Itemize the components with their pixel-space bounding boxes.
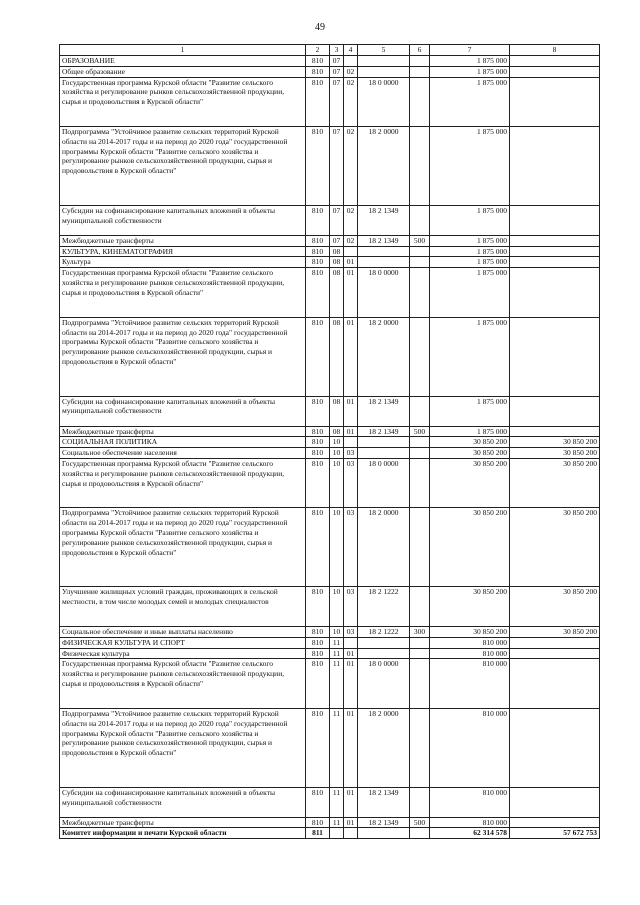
table-row	[60, 637, 600, 648]
cell-ministry-code: 810	[306, 396, 330, 426]
cell-amount-year2: 30 850 200	[510, 448, 600, 459]
cell-ministry-code: 810	[306, 77, 330, 127]
cell-target-item: 18 0 0000	[358, 268, 410, 318]
cell-amount-year1: 1 875 000	[430, 77, 510, 127]
cell-section: 07	[330, 127, 344, 206]
cell-subsection: 03	[344, 458, 358, 508]
cell-amount-year1: 1 875 000	[430, 268, 510, 318]
cell-expense-type	[410, 66, 430, 77]
cell-amount-year2	[510, 396, 600, 426]
cell-target-item: 18 0 0000	[358, 77, 410, 127]
cell-ministry-code: 810	[306, 246, 330, 257]
table-row	[60, 817, 600, 828]
cell-amount-year1: 1 875 000	[430, 235, 510, 246]
row-name: Межбюджетные трансферты	[60, 235, 306, 246]
cell-subsection: 02	[344, 235, 358, 246]
cell-amount-year1: 1 875 000	[430, 205, 510, 235]
row-name: Субсидии на софинансирование капитальных вложений в объекты муниципальной собственности	[60, 396, 306, 426]
cell-ministry-code: 810	[306, 317, 330, 396]
cell-amount-year1: 1 875 000	[430, 396, 510, 426]
cell-target-item: 18 0 0000	[358, 659, 410, 709]
cell-ministry-code: 810	[306, 787, 330, 817]
cell-section: 08	[330, 246, 344, 257]
cell-section: 08	[330, 396, 344, 426]
cell-expense-type	[410, 127, 430, 206]
cell-target-item	[358, 257, 410, 268]
cell-expense-type	[410, 508, 430, 587]
cell-amount-year2	[510, 246, 600, 257]
cell-amount-year2	[510, 235, 600, 246]
row-name: КУЛЬТУРА, КИНЕМАТОГРАФИЯ	[60, 246, 306, 257]
cell-target-item: 18 2 1222	[358, 587, 410, 627]
cell-expense-type	[410, 448, 430, 459]
cell-section: 10	[330, 448, 344, 459]
cell-subsection: 02	[344, 205, 358, 235]
cell-section: 11	[330, 637, 344, 648]
cell-section: 10	[330, 627, 344, 638]
cell-section: 10	[330, 587, 344, 627]
cell-target-item	[358, 437, 410, 448]
cell-ministry-code: 810	[306, 637, 330, 648]
table-row	[60, 426, 600, 437]
cell-expense-type: 500	[410, 426, 430, 437]
cell-subsection: 03	[344, 627, 358, 638]
cell-target-item	[358, 66, 410, 77]
cell-expense-type	[410, 659, 430, 709]
cell-amount-year2: 30 850 200	[510, 587, 600, 627]
cell-ministry-code: 810	[306, 257, 330, 268]
cell-target-item: 18 2 0000	[358, 127, 410, 206]
cell-amount-year1: 810 000	[430, 787, 510, 817]
cell-amount-year1: 810 000	[430, 659, 510, 709]
cell-subsection: 01	[344, 708, 358, 787]
cell-ministry-code: 810	[306, 648, 330, 659]
row-name: ОБРАЗОВАНИЕ	[60, 56, 306, 67]
cell-expense-type	[410, 787, 430, 817]
table-row	[60, 659, 600, 709]
row-name: Комитет информации и печати Курской области	[60, 828, 306, 839]
cell-amount-year2	[510, 817, 600, 828]
cell-expense-type	[410, 205, 430, 235]
cell-target-item: 18 2 1349	[358, 396, 410, 426]
cell-amount-year1: 30 850 200	[430, 587, 510, 627]
cell-amount-year1: 1 875 000	[430, 317, 510, 396]
cell-expense-type	[410, 437, 430, 448]
cell-amount-year1: 810 000	[430, 708, 510, 787]
row-name: Улучшение жилищных условий граждан, проживающих в сельской местности, в том числе молодых семей и молодых специалистов	[60, 587, 306, 627]
cell-expense-type	[410, 317, 430, 396]
cell-target-item: 18 2 1222	[358, 627, 410, 638]
cell-section: 11	[330, 659, 344, 709]
cell-section: 10	[330, 508, 344, 587]
cell-amount-year1: 810 000	[430, 637, 510, 648]
cell-subsection	[344, 828, 358, 839]
cell-ministry-code: 810	[306, 448, 330, 459]
cell-section: 11	[330, 708, 344, 787]
cell-amount-year2: 30 850 200	[510, 627, 600, 638]
cell-amount-year2	[510, 66, 600, 77]
cell-ministry-code: 810	[306, 56, 330, 67]
row-name: Общее образование	[60, 66, 306, 77]
table-row	[60, 77, 600, 127]
cell-section: 11	[330, 648, 344, 659]
cell-amount-year2	[510, 637, 600, 648]
cell-target-item	[358, 637, 410, 648]
cell-section	[330, 828, 344, 839]
table-row	[60, 587, 600, 627]
cell-target-item: 18 2 1349	[358, 426, 410, 437]
cell-subsection: 01	[344, 817, 358, 828]
row-name: Межбюджетные трансферты	[60, 817, 306, 828]
row-name: Государственная программа Курской области "Развитие сельского хозяйства и регулирование рынков сельскохозяйственной продукции, сырья и продовольствия в Курской области"	[60, 77, 306, 127]
cell-amount-year1: 810 000	[430, 648, 510, 659]
cell-subsection: 01	[344, 787, 358, 817]
cell-subsection: 01	[344, 396, 358, 426]
cell-amount-year1: 30 850 200	[430, 448, 510, 459]
cell-subsection: 02	[344, 77, 358, 127]
cell-subsection: 01	[344, 257, 358, 268]
table-row	[60, 508, 600, 587]
cell-target-item: 18 2 1349	[358, 787, 410, 817]
table-header-row	[60, 45, 600, 56]
cell-expense-type	[410, 587, 430, 627]
cell-ministry-code: 810	[306, 458, 330, 508]
cell-amount-year2	[510, 708, 600, 787]
cell-target-item: 18 2 0000	[358, 708, 410, 787]
cell-section: 07	[330, 205, 344, 235]
row-name: Подпрограмма "Устойчивое развитие сельских территорий Курской области на 2014-2017 годы и на период до 2020 года" государственной программы Курской области "Развитие сельского хозяйства и регулирование рынков сельскохозяйственной продукции, сырья и продовольствия в Курской области"	[60, 708, 306, 787]
cell-section: 10	[330, 437, 344, 448]
table-row	[60, 458, 600, 508]
cell-expense-type	[410, 458, 430, 508]
cell-ministry-code: 810	[306, 817, 330, 828]
cell-expense-type	[410, 257, 430, 268]
row-name: Подпрограмма "Устойчивое развитие сельских территорий Курской области на 2014-2017 годы и на период до 2020 года" государственной программы Курской области "Развитие сельского хозяйства и регулирование рынков сельскохозяйственной продукции, сырья и продовольствия в Курской области"	[60, 127, 306, 206]
table-row	[60, 56, 600, 67]
cell-subsection: 01	[344, 317, 358, 396]
cell-subsection: 01	[344, 648, 358, 659]
row-name: Субсидии на софинансирование капитальных вложений в объекты муниципальной собственности	[60, 787, 306, 817]
cell-subsection	[344, 437, 358, 448]
cell-ministry-code: 810	[306, 205, 330, 235]
cell-amount-year1: 30 850 200	[430, 437, 510, 448]
cell-expense-type	[410, 648, 430, 659]
cell-amount-year2	[510, 659, 600, 709]
table-row	[60, 235, 600, 246]
table-row	[60, 828, 600, 839]
cell-amount-year1: 30 850 200	[430, 627, 510, 638]
cell-expense-type	[410, 637, 430, 648]
cell-section: 11	[330, 817, 344, 828]
cell-amount-year1: 1 875 000	[430, 257, 510, 268]
table-row	[60, 317, 600, 396]
table-row	[60, 627, 600, 638]
cell-expense-type: 500	[410, 235, 430, 246]
cell-section: 08	[330, 257, 344, 268]
header-cell: 1	[60, 45, 306, 56]
budget-table	[59, 44, 600, 839]
page-number: 49	[315, 22, 325, 33]
cell-section: 07	[330, 235, 344, 246]
row-name: Подпрограмма "Устойчивое развитие сельских территорий Курской области на 2014-2017 годы и на период до 2020 года" государственной программы Курской области "Развитие сельского хозяйства и регулирование рынков сельскохозяйственной продукции, сырья и продовольствия в Курской области"	[60, 508, 306, 587]
row-name: СОЦИАЛЬНАЯ ПОЛИТИКА	[60, 437, 306, 448]
cell-subsection	[344, 637, 358, 648]
cell-section: 11	[330, 787, 344, 817]
cell-subsection	[344, 56, 358, 67]
cell-ministry-code: 810	[306, 437, 330, 448]
cell-section: 08	[330, 317, 344, 396]
cell-ministry-code: 810	[306, 659, 330, 709]
cell-amount-year1: 1 875 000	[430, 246, 510, 257]
cell-section: 10	[330, 458, 344, 508]
table-row	[60, 127, 600, 206]
cell-expense-type	[410, 56, 430, 67]
cell-subsection: 02	[344, 127, 358, 206]
cell-amount-year2: 30 850 200	[510, 508, 600, 587]
cell-ministry-code: 810	[306, 66, 330, 77]
table-row	[60, 787, 600, 817]
cell-section: 08	[330, 426, 344, 437]
table-body	[60, 45, 600, 839]
cell-expense-type	[410, 268, 430, 318]
cell-expense-type	[410, 396, 430, 426]
header-cell: 8	[510, 45, 600, 56]
row-name: Межбюджетные трансферты	[60, 426, 306, 437]
row-name: Субсидии на софинансирование капитальных вложений в объекты муниципальной собственности	[60, 205, 306, 235]
cell-target-item	[358, 56, 410, 67]
cell-target-item: 18 2 1349	[358, 235, 410, 246]
cell-target-item: 18 0 0000	[358, 458, 410, 508]
cell-subsection: 01	[344, 426, 358, 437]
cell-subsection: 03	[344, 508, 358, 587]
cell-expense-type	[410, 246, 430, 257]
cell-ministry-code: 810	[306, 426, 330, 437]
cell-expense-type	[410, 828, 430, 839]
cell-target-item: 18 2 0000	[358, 317, 410, 396]
cell-amount-year1: 30 850 200	[430, 508, 510, 587]
cell-ministry-code: 810	[306, 127, 330, 206]
header-cell: 4	[344, 45, 358, 56]
cell-amount-year2	[510, 127, 600, 206]
table-row	[60, 437, 600, 448]
header-cell: 5	[358, 45, 410, 56]
cell-ministry-code: 810	[306, 587, 330, 627]
row-name: Физическая культура	[60, 648, 306, 659]
cell-expense-type	[410, 77, 430, 127]
cell-expense-type	[410, 708, 430, 787]
header-cell: 6	[410, 45, 430, 56]
cell-amount-year2	[510, 205, 600, 235]
cell-amount-year2	[510, 648, 600, 659]
row-name: ФИЗИЧЕСКАЯ КУЛЬТУРА И СПОРТ	[60, 637, 306, 648]
cell-subsection: 03	[344, 448, 358, 459]
table-row	[60, 648, 600, 659]
cell-amount-year1: 1 875 000	[430, 66, 510, 77]
cell-ministry-code: 810	[306, 235, 330, 246]
cell-target-item	[358, 246, 410, 257]
row-name: Культура	[60, 257, 306, 268]
cell-target-item	[358, 648, 410, 659]
row-name: Государственная программа Курской области "Развитие сельского хозяйства и регулирование рынков сельскохозяйственной продукции, сырья и продовольствия в Курской области"	[60, 659, 306, 709]
cell-target-item	[358, 448, 410, 459]
cell-amount-year1: 810 000	[430, 817, 510, 828]
table-row	[60, 66, 600, 77]
table-row	[60, 257, 600, 268]
cell-target-item	[358, 828, 410, 839]
table-row	[60, 268, 600, 318]
table-row	[60, 246, 600, 257]
table-row	[60, 708, 600, 787]
cell-target-item: 18 2 0000	[358, 508, 410, 587]
cell-amount-year2	[510, 56, 600, 67]
cell-ministry-code: 810	[306, 708, 330, 787]
cell-target-item: 18 2 1349	[358, 817, 410, 828]
table-row	[60, 205, 600, 235]
cell-subsection: 01	[344, 268, 358, 318]
header-cell: 3	[330, 45, 344, 56]
cell-ministry-code: 810	[306, 268, 330, 318]
cell-expense-type: 500	[410, 817, 430, 828]
row-name: Социальное обеспечение и иные выплаты населению	[60, 627, 306, 638]
cell-subsection: 01	[344, 659, 358, 709]
row-name: Социальное обеспечение населения	[60, 448, 306, 459]
header-cell: 2	[306, 45, 330, 56]
cell-expense-type: 300	[410, 627, 430, 638]
cell-amount-year2	[510, 257, 600, 268]
cell-amount-year1: 1 875 000	[430, 127, 510, 206]
cell-amount-year2: 30 850 200	[510, 458, 600, 508]
cell-amount-year2	[510, 317, 600, 396]
cell-amount-year1: 1 875 000	[430, 426, 510, 437]
cell-amount-year2	[510, 268, 600, 318]
cell-ministry-code: 811	[306, 828, 330, 839]
cell-amount-year2: 30 850 200	[510, 437, 600, 448]
cell-amount-year2	[510, 77, 600, 127]
cell-amount-year1: 62 314 578	[430, 828, 510, 839]
cell-amount-year1: 1 875 000	[430, 56, 510, 67]
cell-subsection: 02	[344, 66, 358, 77]
table-row	[60, 396, 600, 426]
cell-target-item: 18 2 1349	[358, 205, 410, 235]
cell-amount-year2: 57 672 753	[510, 828, 600, 839]
row-name: Государственная программа Курской области "Развитие сельского хозяйства и регулирование рынков сельскохозяйственной продукции, сырья и продовольствия в Курской области"	[60, 458, 306, 508]
cell-subsection: 03	[344, 587, 358, 627]
header-cell: 7	[430, 45, 510, 56]
cell-amount-year1: 30 850 200	[430, 458, 510, 508]
cell-ministry-code: 810	[306, 508, 330, 587]
cell-section: 08	[330, 268, 344, 318]
cell-section: 07	[330, 66, 344, 77]
cell-amount-year2	[510, 787, 600, 817]
table-row	[60, 448, 600, 459]
cell-subsection	[344, 246, 358, 257]
cell-section: 07	[330, 77, 344, 127]
cell-section: 07	[330, 56, 344, 67]
row-name: Государственная программа Курской области "Развитие сельского хозяйства и регулирование рынков сельскохозяйственной продукции, сырья и продовольствия в Курской области"	[60, 268, 306, 318]
cell-amount-year2	[510, 426, 600, 437]
row-name: Подпрограмма "Устойчивое развитие сельских территорий Курской области на 2014-2017 годы и на период до 2020 года" государственной программы Курской области "Развитие сельского хозяйства и регулирование рынков сельскохозяйственной продукции, сырья и продовольствия в Курской области"	[60, 317, 306, 396]
cell-ministry-code: 810	[306, 627, 330, 638]
